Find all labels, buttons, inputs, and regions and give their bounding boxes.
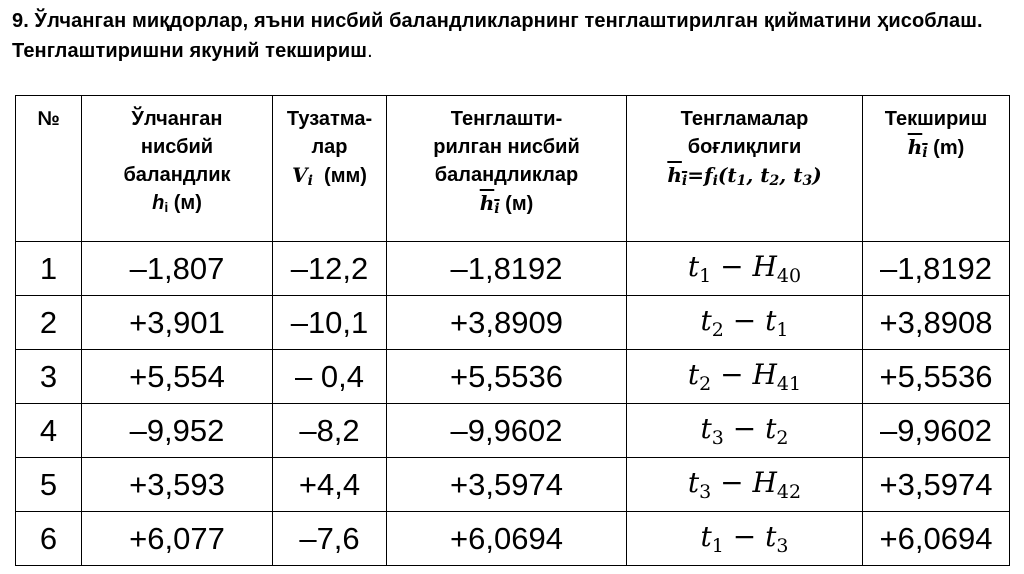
cell-num: 1 bbox=[16, 242, 82, 296]
header-adjusted: Тенглашти- рилган нисбий баландликлар $h_i$ (м) bbox=[387, 96, 627, 242]
header-check: Текшириш $h_i$ (m) bbox=[863, 96, 1010, 242]
heading-text: 9. Ўлчанган миқдорлар, яъни нисбий баландликларнинг тенглаштирилган қийматини ҳисоблаш. Тенглаштиришни якуний текшириш bbox=[12, 10, 983, 62]
header-measured: Ўлчанган нисбий баландлик $h_i$ (м) bbox=[82, 96, 273, 242]
header-num: № bbox=[16, 96, 82, 242]
cell-equation: $t_1 - t_3$ bbox=[627, 512, 863, 566]
cell-adjusted: +5,5536 bbox=[387, 350, 627, 404]
cell-num: 6 bbox=[16, 512, 82, 566]
cell-correction: –7,6 bbox=[273, 512, 387, 566]
cell-check: +3,5974 bbox=[863, 458, 1010, 512]
cell-adjusted: –9,9602 bbox=[387, 404, 627, 458]
table-row bbox=[16, 296, 1010, 350]
table-row bbox=[16, 512, 1010, 566]
cell-adjusted: +6,0694 bbox=[387, 512, 627, 566]
cell-correction: –8,2 bbox=[273, 404, 387, 458]
cell-correction: – 0,4 bbox=[273, 350, 387, 404]
cell-measured: +5,554 bbox=[82, 350, 273, 404]
cell-check: +5,5536 bbox=[863, 350, 1010, 404]
cell-measured: +6,077 bbox=[82, 512, 273, 566]
cell-equation: $t_2 - t_1$ bbox=[627, 296, 863, 350]
cell-num: 2 bbox=[16, 296, 82, 350]
cell-adjusted: +3,5974 bbox=[387, 458, 627, 512]
cell-correction: –10,1 bbox=[273, 296, 387, 350]
cell-check: –9,9602 bbox=[863, 404, 1010, 458]
cell-num: 3 bbox=[16, 350, 82, 404]
cell-adjusted: +3,8909 bbox=[387, 296, 627, 350]
cell-equation: $t_1 - H_{40}$ bbox=[627, 242, 863, 296]
table-row bbox=[16, 242, 1010, 296]
cell-check: –1,8192 bbox=[863, 242, 1010, 296]
table-row bbox=[16, 458, 1010, 512]
cell-num: 4 bbox=[16, 404, 82, 458]
cell-equation: $t_3 - t_2$ bbox=[627, 404, 863, 458]
cell-equation: $t_3 - H_{42}$ bbox=[627, 458, 863, 512]
cell-measured: +3,901 bbox=[82, 296, 273, 350]
header-equations: Тенгламалар боғлиқлиги $h_i=f_i(t_1$, $t_2$, $t_3$) bbox=[627, 96, 863, 242]
leveling-table bbox=[15, 95, 1010, 566]
cell-num: 5 bbox=[16, 458, 82, 512]
cell-check: +6,0694 bbox=[863, 512, 1010, 566]
cell-equation: $t_2 - H_{41}$ bbox=[627, 350, 863, 404]
table-row bbox=[16, 350, 1010, 404]
header-corrections: Тузатма- лар $V_i$ (мм) bbox=[273, 96, 387, 242]
table-row bbox=[16, 404, 1010, 458]
cell-adjusted: –1,8192 bbox=[387, 242, 627, 296]
cell-measured: –9,952 bbox=[82, 404, 273, 458]
cell-measured: +3,593 bbox=[82, 458, 273, 512]
cell-correction: +4,4 bbox=[273, 458, 387, 512]
cell-measured: –1,807 bbox=[82, 242, 273, 296]
header-row bbox=[16, 96, 1010, 242]
heading-period: . bbox=[367, 40, 373, 62]
slide-heading bbox=[12, 6, 1012, 66]
cell-check: +3,8908 bbox=[863, 296, 1010, 350]
cell-correction: –12,2 bbox=[273, 242, 387, 296]
